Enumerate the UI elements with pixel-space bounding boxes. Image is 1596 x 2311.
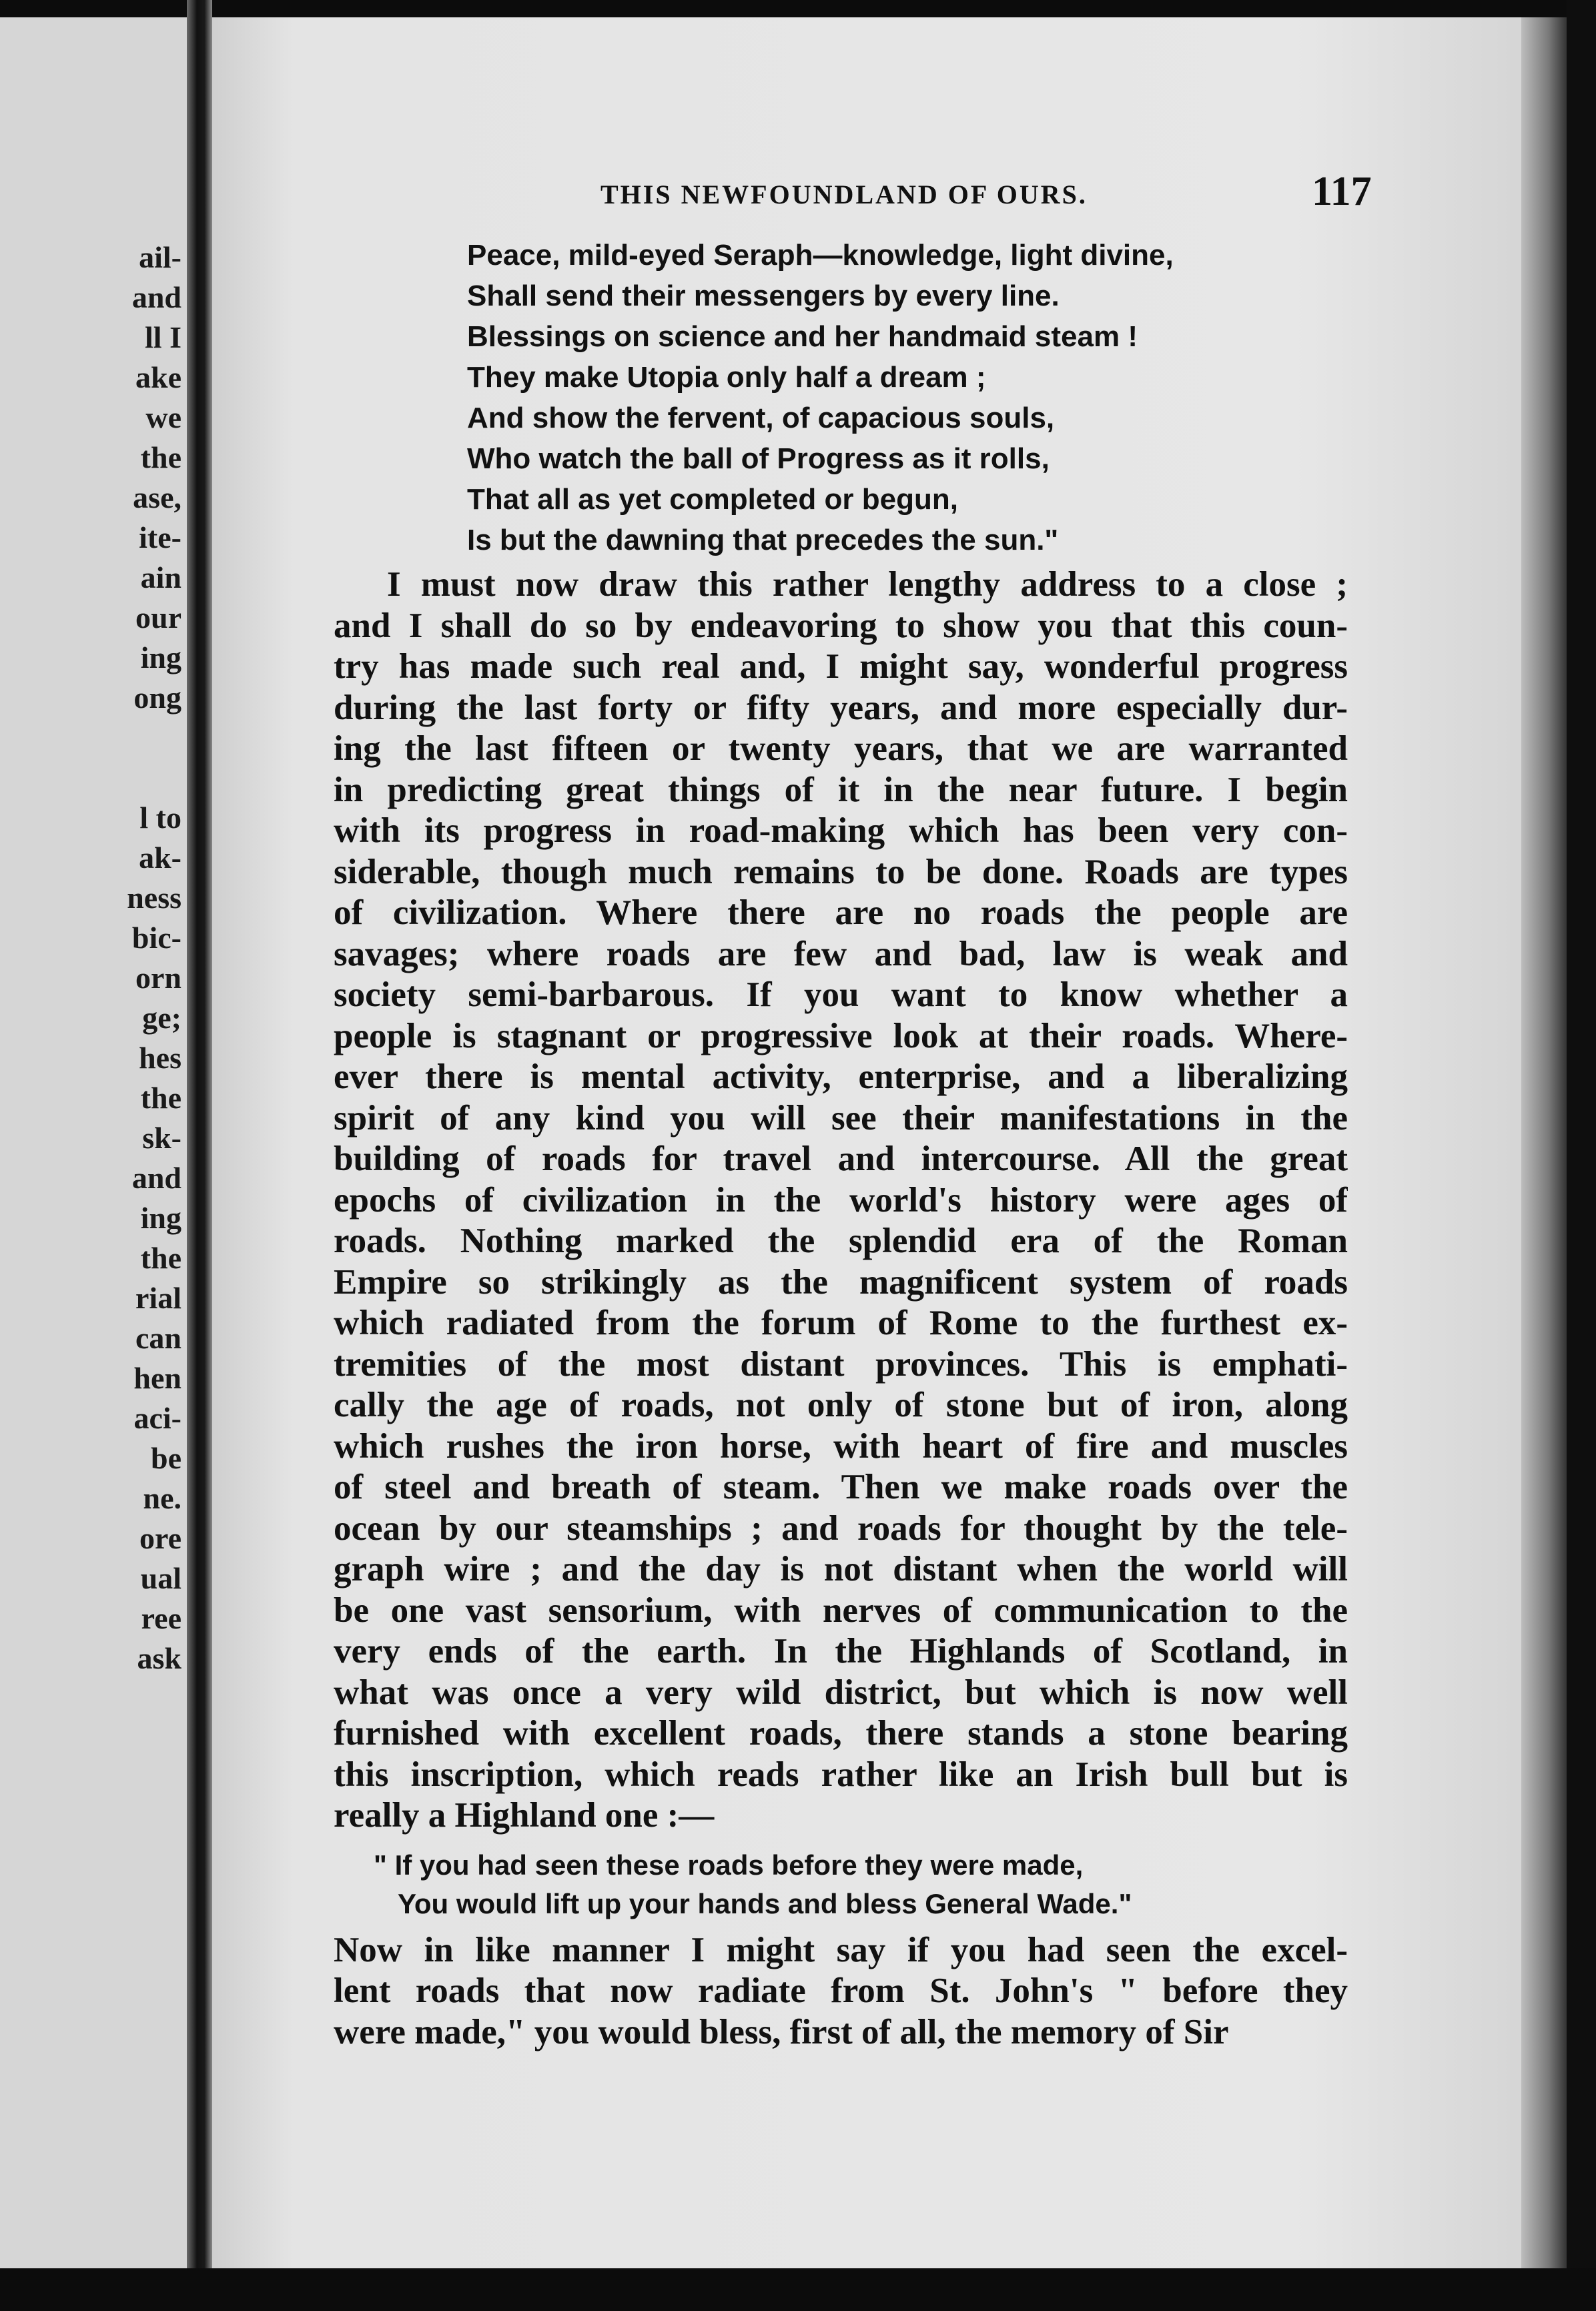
left-page-line-fragment: aci- [133,1401,181,1435]
verse-line: That all as yet completed or begun, [467,483,958,516]
text-line: and I shall do so by endeavoring to show you that this coun- [334,606,1348,645]
left-page-line-fragment: ak- [139,841,181,875]
text-line: epochs of civilization in the world's history were ages of [334,1180,1348,1220]
text-line: which radiated from the forum of Rome to the furthest ex- [334,1304,1348,1342]
verse-line: Shall send their messengers by every line. [467,280,1060,312]
text-line: Now in like manner I might say if you had seen the excel- [334,1930,1348,1969]
left-page-line-fragment: can [135,1321,181,1355]
left-page-line-fragment: the [140,440,181,474]
text-line: during the last forty or fifty years, and more especially dur- [334,688,1348,727]
text-line: very ends of the earth. In the Highlands of Scotland, in [334,1632,1348,1671]
text-line: try has made such real and, I might say, wonderful progress [334,647,1348,686]
left-page-line-fragment [48,758,181,798]
scan-border-right [1567,0,1596,2311]
left-page-fragment [0,17,187,2268]
text-line: graph wire ; and the day is not distant when the world will [334,1550,1348,1588]
text-line: of steel and breath of steam. Then we make roads over the [334,1468,1348,1506]
left-page-line-fragment: ree [141,1601,181,1635]
left-page-line-fragment: ness [127,881,181,915]
left-page-line-fragment: the [140,1081,181,1115]
scan-border-top [0,0,1596,17]
left-page-line-fragment: orn [135,961,181,995]
left-page-line-fragment: ite- [139,520,181,554]
verse-line: And show the fervent, of capacious souls, [467,402,1055,434]
text-line: in predicting great things of it in the near future. I begin [334,770,1348,809]
verse-line: Is but the dawning that precedes the sun." [467,524,1059,556]
text-line: lent roads that now radiate from St. John's " before they [334,1971,1348,2010]
text-line: Empire so strikingly as the magnificent system of roads [334,1262,1348,1302]
left-page-line-fragment: ail- [139,240,181,274]
text-line: spirit of any kind you will see their manifestations in the [334,1098,1348,1137]
verse-line: Who watch the ball of Progress as it rolls, [467,442,1050,475]
text-line: people is stagnant or progressive look at their roads. Where- [334,1016,1348,1055]
left-page-line-fragment: ask [137,1641,181,1675]
left-page-line-fragment: ain [140,560,181,594]
left-page-line-fragment: ual [140,1561,181,1595]
text-line: which rushes the iron horse, with heart of fire and muscles [334,1426,1348,1466]
text-line: furnished with excellent roads, there stands a stone bearing [334,1714,1348,1753]
paragraph-roads [334,564,1348,1837]
left-page-line-fragment: ing [140,1201,181,1235]
text-line: be one vast sensorium, with nerves of communication to the [334,1590,1348,1630]
left-page-line-fragment: ase, [133,480,181,514]
paragraph-st-johns [334,1930,1348,2053]
left-page-line-fragment: the [140,1241,181,1275]
left-page-line-fragment: ake [135,360,181,394]
verse-line: They make Utopia only half a dream ; [467,361,986,394]
page-edge-shadow [1521,17,1567,2268]
left-page-line-endings [48,238,181,1679]
text-line: cally the age of roads, not only of stone but of iron, along [334,1386,1348,1424]
left-page-line-fragment: sk- [142,1121,181,1155]
text-line: siderable, though much remains to be done. Roads are types [334,852,1348,891]
scan-border-bottom [0,2268,1596,2311]
text-line: really a Highland one :— [334,1796,715,1835]
left-page-line-fragment: bic- [131,921,181,955]
left-page-line-fragment: ll I [145,320,181,354]
text-line: what was once a very wild district, but which is now well [334,1673,1348,1712]
text-line: were made," you would bless, first of all, the memory of Sir [334,2012,1229,2051]
text-line: building of roads for travel and intercourse. All the great [334,1139,1348,1178]
left-page-line-fragment [48,718,181,758]
inscription-line: " If you had seen these roads before they were made, [374,1849,1084,1881]
text-line: ocean by our steamships ; and roads for thought by the tele- [334,1508,1348,1548]
text-line: roads. Nothing marked the splendid era of the Roman [334,1222,1348,1260]
running-title: THIS NEWFOUNDLAND OF OURS. [601,179,1088,209]
text-line: tremities of the most distant provinces. This is emphati- [334,1344,1348,1384]
text-line: ing the last fifteen or twenty years, that we are warranted [334,729,1348,768]
left-page-line-fragment: ge; [142,1001,181,1035]
left-page-line-fragment: rial [135,1281,181,1315]
text-line: this inscription, which reads rather like an Irish bull but is [334,1755,1348,1794]
left-page-line-fragment: ore [139,1521,181,1555]
text-line: with its progress in road-making which has been very con- [334,811,1348,850]
text-line: ever there is mental activity, enterprise, and a liberalizing [334,1057,1348,1096]
left-page-line-fragment: ing [140,640,181,674]
page-body [334,235,1348,2053]
highland-inscription [374,1846,1348,1923]
running-head [380,169,1381,221]
verse-line: Blessings on science and her handmaid steam ! [467,320,1138,353]
left-page-line-fragment: l to [139,801,181,835]
page-number: 117 [1312,169,1372,214]
left-page-line-fragment: and [131,1161,181,1195]
verse-quotation [467,235,1348,560]
verse-line: Peace, mild-eyed Seraph—knowledge, light divine, [467,239,1174,272]
book-gutter [187,0,212,2268]
left-page-line-fragment: ne. [143,1481,181,1515]
inscription-line: You would lift up your hands and bless General Wade." [398,1887,1132,1919]
text-line: I must now draw this rather lengthy address to a close ; [387,565,1348,604]
left-page-line-fragment: and [131,280,181,314]
left-page-line-fragment: be [151,1441,181,1475]
left-page-line-fragment: hes [139,1041,181,1075]
left-page-line-fragment: hen [133,1361,181,1395]
text-line: of civilization. Where there are no roads the people are [334,893,1348,932]
left-page-line-fragment: ong [133,680,181,715]
left-page-line-fragment: we [145,400,181,434]
text-line: savages; where roads are few and bad, law is weak and [334,934,1348,973]
text-line: society semi-barbarous. If you want to know whether a [334,975,1348,1014]
left-page-line-fragment: our [135,600,181,634]
